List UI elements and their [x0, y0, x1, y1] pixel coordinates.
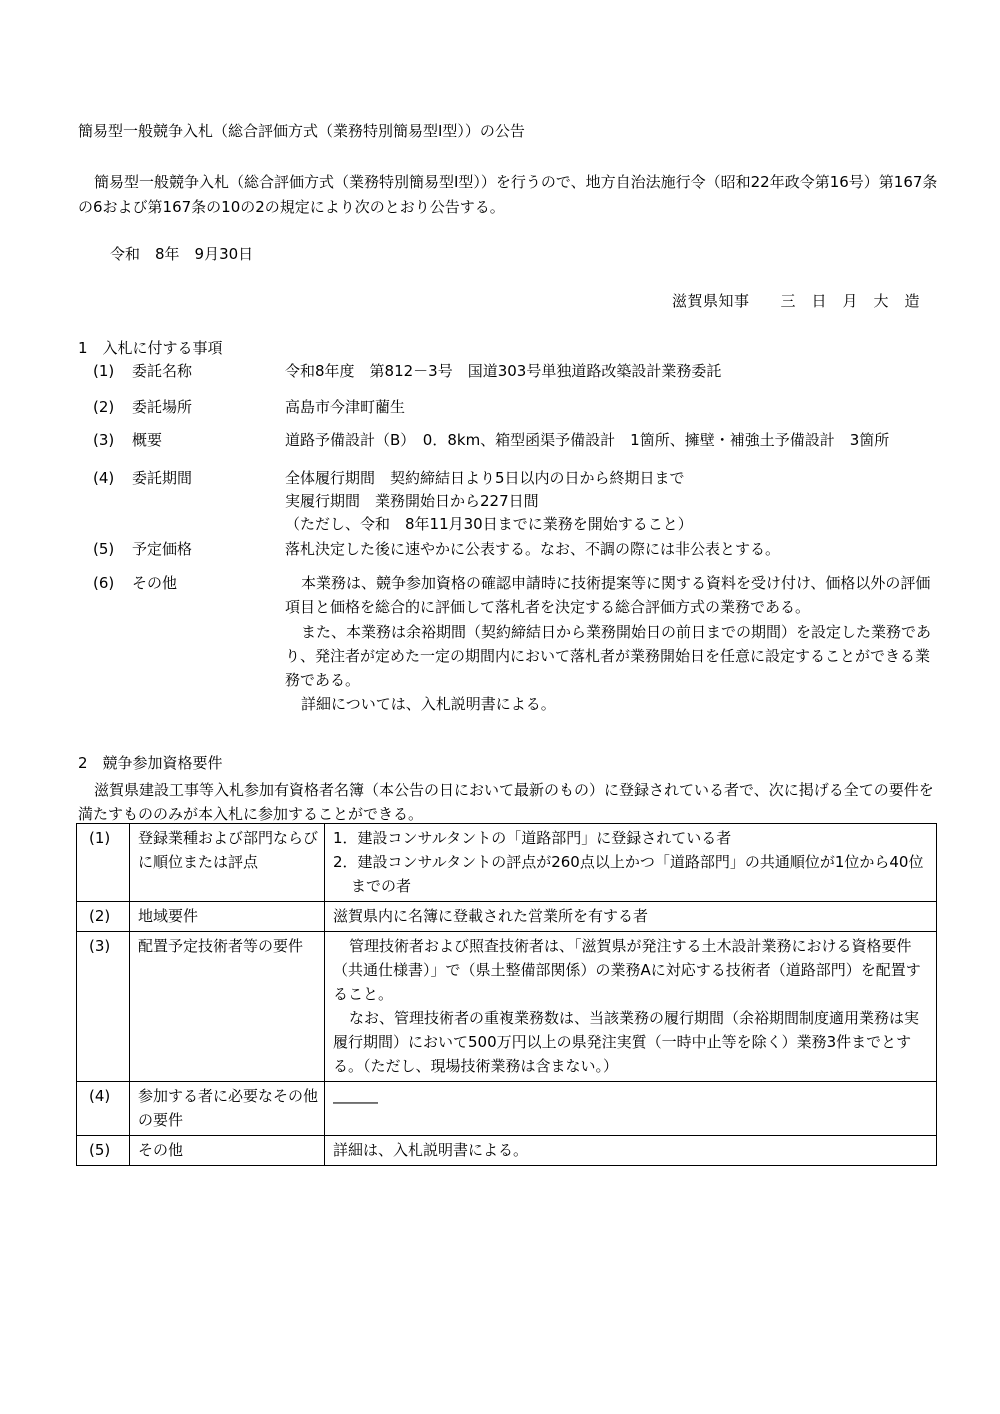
row-line: 1．建設コンサルタントの「道路部門」に登録されている者: [333, 829, 732, 847]
section2-lead: 滋賀県建設工事等入札参加有資格者名簿（本公告の日において最新のもの）に登録されている者で、次に掲げる全ての要件を満たすもののみが本入札に参加することができる。: [78, 781, 934, 823]
row-label: 登録業種および部門ならびに順位または評点: [130, 824, 325, 902]
notice-date: 令和 8年 9月30日: [110, 245, 254, 263]
table-row: [77, 1082, 937, 1136]
row-paragraph: 管理技術者および照査技術者は、「滋賀県が発注する土木設計業務における資格要件（共通仕様書）」で（県土整備部関係）の業務Aに対応する技術者（道路部門）を配置すること。: [333, 937, 921, 1003]
item-label: 委託名称: [132, 362, 193, 380]
item-number: (5): [93, 540, 115, 558]
item-value: 落札決定した後に速やかに公表する。なお、不調の際には非公表とする。: [285, 540, 781, 558]
item-line: 全体履行期間 契約締結日より5日以内の日から終期日まで: [285, 469, 685, 487]
row-paragraph: なお、管理技術者の重複業務数は、当該業務の履行期間（余裕期間制度適用業務は実履行期間）において500万円以上の県発注実質（一時中止等を除く）業務3件までとする。（ただし、現場技術業務は含まない。）: [333, 1009, 920, 1075]
item-number: (6): [93, 574, 115, 592]
signer: 滋賀県知事 三 日 月 大 造: [672, 292, 921, 310]
row-number: (1): [77, 824, 130, 902]
section2-heading: 2 競争参加資格要件: [78, 754, 223, 772]
item-paragraph: 本業務は、競争参加資格の確認申請時に技術提案等に関する資料を受け付け、価格以外の評価項目と価格を総合的に評価して落札者を決定する総合評価方式の業務である。: [285, 574, 931, 616]
table-row: [77, 824, 937, 902]
table-row: [77, 902, 937, 932]
item-label: その他: [132, 574, 178, 592]
item-number: (2): [93, 398, 115, 416]
item-number: (1): [93, 362, 115, 380]
row-number: (5): [77, 1136, 130, 1166]
item-label: 概要: [132, 431, 163, 449]
item-line: （ただし、令和 8年11月30日までに業務を開始すること）: [285, 515, 693, 533]
item-label: 委託期間: [132, 469, 193, 487]
item-value: 道路予備設計（B） 0．8km、箱型函渠予備設計 1箇所、擁壁・補強土予備設計 3箇所: [285, 431, 890, 449]
item-value: 高島市今津町藺生: [285, 398, 406, 416]
item-label: 予定価格: [132, 540, 193, 558]
item-paragraph: 詳細については、入札説明書による。: [301, 695, 556, 713]
notice-title: 簡易型一般競争入札（総合評価方式（業務特別簡易型Ⅰ型））の公告: [78, 122, 525, 140]
empty-dash: ―――: [333, 1093, 378, 1111]
item-line: 実履行期間 業務開始日から227日間: [285, 492, 539, 510]
row-number: (2): [77, 902, 130, 932]
item-value: 令和8年度 第812－3号 国道303号単独道路改築設計業務委託: [285, 362, 722, 380]
table-row: [77, 1136, 937, 1166]
requirements-table: [76, 823, 937, 1166]
row-content: 詳細は、入札説明書による。: [325, 1136, 937, 1166]
table-row: [77, 932, 937, 1082]
row-line: 2．建設コンサルタントの評点が260点以上かつ「道路部門」の共通順位が1位から40位までの者: [333, 853, 924, 895]
row-content: [325, 932, 937, 1082]
item-paragraph: また、本業務は余裕期間（契約締結日から業務開始日の前日までの期間）を設定した業務であり、発注者が定めた一定の期間内において落札者が業務開始日を任意に設定することができる業務である。: [285, 623, 932, 689]
row-content: 滋賀県内に名簿に登載された営業所を有する者: [325, 902, 937, 932]
section1-heading: 1 入札に付する事項: [78, 339, 223, 357]
item-number: (3): [93, 431, 115, 449]
row-content: [325, 1082, 937, 1136]
row-label: 参加する者に必要なその他の要件: [130, 1082, 325, 1136]
row-label: 配置予定技術者等の要件: [130, 932, 325, 1082]
row-label: 地域要件: [130, 902, 325, 932]
intro-paragraph: 簡易型一般競争入札（総合評価方式（業務特別簡易型Ⅰ型））を行うので、地方自治法施行令（昭和22年政令第16号）第167条の6および第167条の10の2の規定により次のとおり公告する。: [78, 173, 938, 216]
row-content: [325, 824, 937, 902]
row-number: (3): [77, 932, 130, 1082]
item-number: (4): [93, 469, 115, 487]
row-number: (4): [77, 1082, 130, 1136]
item-label: 委託場所: [132, 398, 193, 416]
row-label: その他: [130, 1136, 325, 1166]
